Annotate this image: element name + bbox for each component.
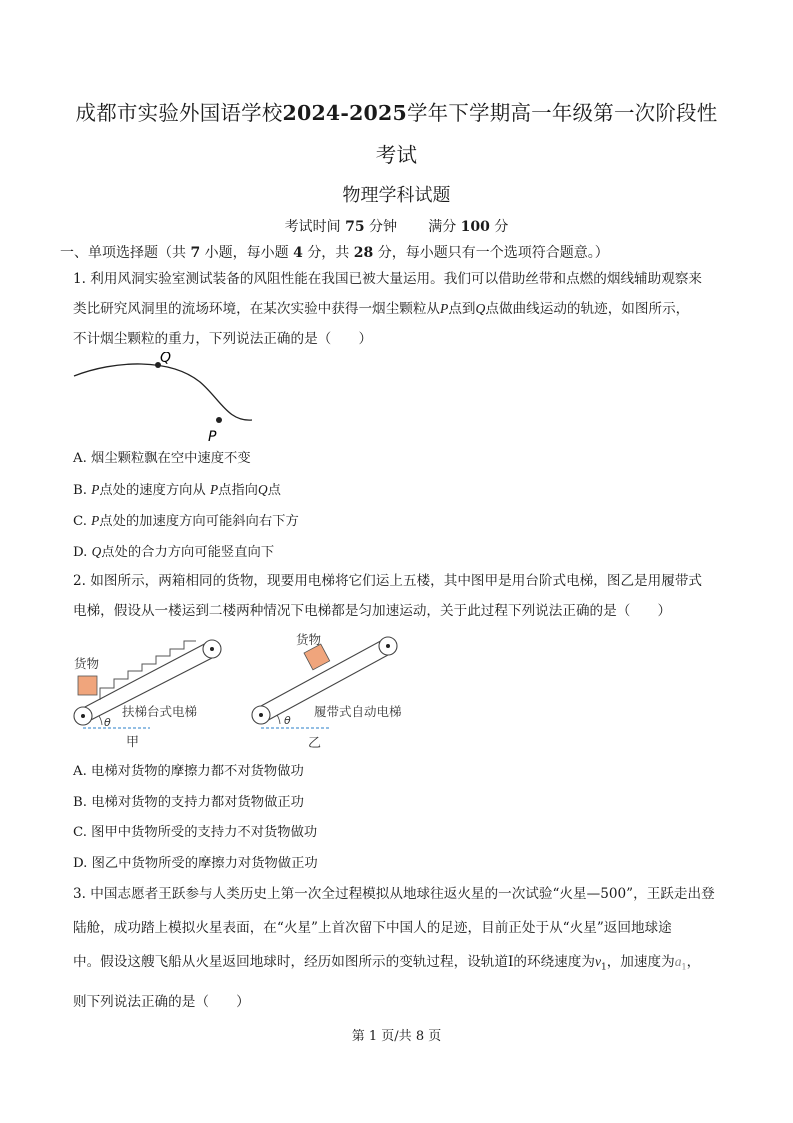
exam-title-line1	[0, 96, 793, 126]
cargo-box-a	[78, 676, 97, 695]
q3-line3c: ，加速度为	[606, 954, 675, 970]
q1-line2a: 类比研究风洞里的流场环境，在某次实验中获得一烟尘颗粒从	[73, 301, 441, 317]
q3-a1-sub: 1	[681, 962, 687, 972]
optb-mid: 点处的速度方向从	[99, 483, 206, 498]
caption-b: 乙	[308, 736, 322, 751]
title-post: 学年下学期高一年级第一次阶段性	[406, 101, 718, 125]
belt-top-b	[261, 637, 388, 706]
optd-end: 点处的合力方向可能竖直向下	[101, 545, 275, 560]
q1-line2b: 点到	[448, 301, 476, 317]
question-3-stem	[73, 877, 723, 1019]
q2-option-c[interactable]: C. 图甲中货物所受的支持力不对货物做功	[73, 825, 318, 840]
angle-arc-b	[277, 715, 280, 724]
angle-arc-a	[99, 716, 102, 725]
fig-label-q: Q	[160, 352, 172, 366]
section-count: 7	[190, 245, 201, 261]
q3-line3a: 中。假设这艘飞船从火星返回地球时，经历如图所示的变轨过程，设轨道	[73, 954, 508, 970]
score-label: 满分	[428, 219, 457, 235]
exam-info	[0, 216, 793, 236]
q2-line2: 电梯，假设从一楼运到二楼两种情况下电梯都是匀加速运动，关于此过程下列说法正确的是（ ）	[73, 603, 672, 619]
page-footer: 第 1 页/共 8 页	[351, 1029, 442, 1044]
section-each-score: 4	[293, 245, 303, 261]
q2-option-d[interactable]: D. 图乙中货物所受的摩擦力对货物做正功	[73, 856, 318, 871]
section-text-a: 一、单项选择题（共	[60, 245, 186, 261]
subject-title: 物理学科试题	[342, 185, 451, 206]
section-heading	[60, 242, 609, 262]
optc-end: 点处的加速度方向可能斜向右下方	[99, 514, 299, 529]
q1-trajectory-figure	[70, 352, 260, 444]
time-label: 考试时间	[284, 219, 341, 235]
optb-end: 点	[267, 483, 281, 498]
q1-point-q: Q	[475, 301, 486, 316]
q1-option-a[interactable]: A. 烟尘颗粒飘在空中速度不变	[73, 451, 251, 466]
q1-line3: 不计烟尘颗粒的重力，下列说法正确的是（ ）	[73, 331, 373, 347]
caption-a: 甲	[126, 735, 140, 750]
q3-line2: 陆舱，成功踏上模拟火星表面，在“火星”上首次留下中国人的足迹，目前正处于从“火星”返回地球途	[73, 920, 672, 936]
question-2-stem	[73, 566, 723, 626]
q3-line4: 则下列说法正确的是（ ）	[73, 993, 250, 1010]
title-pre: 成都市实验外国语学校	[75, 101, 283, 125]
cargo-label-a: 货物	[74, 656, 100, 671]
q3-a1: a	[674, 954, 682, 969]
q1-line1: 1. 利用风洞实验室测试装备的风阻性能在我国已被大量运用。我们可以借助丝带和点燃的烟线辅助观察来	[73, 271, 703, 287]
question-1-stem	[73, 264, 723, 354]
q3-v1-sub: 1	[600, 962, 607, 973]
q2-option-a[interactable]: A. 电梯对货物的摩擦力都不对货物做功	[73, 764, 304, 779]
escalator-label-a: 扶梯台式电梯	[122, 704, 198, 719]
section-text-b: 小题，每小题	[204, 245, 289, 261]
q3-line3b: 的环绕速度为	[513, 954, 595, 970]
trajectory-curve	[74, 364, 252, 420]
optb-q: Q	[257, 482, 268, 497]
optb-mid2: 点指向	[218, 483, 258, 498]
q2-option-b[interactable]: B. 电梯对货物的支持力都对货物做正功	[73, 795, 304, 810]
q1-option-d[interactable]	[73, 541, 274, 560]
q1-point-p: P	[440, 301, 449, 316]
theta-a: θ	[104, 716, 111, 729]
optd-prefix: D.	[73, 545, 88, 560]
section-text-d: 分，每小题只有一个选项符合题意。）	[377, 245, 609, 261]
q3-line3	[73, 945, 723, 985]
q3-orbit-label: I	[508, 954, 514, 970]
q2-line1: 2. 如图所示，两箱相同的货物，现要用电梯将它们运上五楼，其中图甲是用台阶式电梯，图乙是用履带式	[73, 573, 703, 589]
section-text-c: 分，共	[307, 245, 350, 261]
q1-line2	[73, 294, 723, 324]
optc-p: P	[91, 513, 100, 528]
escalator-label-b: 履带式自动电梯	[314, 704, 402, 719]
point-p-dot	[216, 417, 222, 423]
pulley-right-hub-b	[386, 644, 390, 648]
q1-option-b[interactable]	[73, 479, 281, 498]
q2-figure-escalator-b	[246, 624, 416, 754]
time-value: 75	[345, 219, 365, 235]
q3-line3d: ，	[686, 954, 701, 970]
theta-b: θ	[284, 714, 291, 727]
cargo-box-b	[304, 644, 330, 670]
q1-option-c[interactable]	[73, 510, 299, 529]
time-unit: 分钟	[369, 219, 398, 235]
title-year: 2024-2025	[282, 101, 407, 125]
q1-line2c: 点做曲线运动的轨迹，如图所示，	[485, 301, 690, 317]
pulley-left-hub-b	[259, 713, 263, 717]
optb-p2: P	[209, 482, 219, 497]
pulley-left-hub-a	[81, 714, 85, 718]
optc-prefix: C.	[73, 514, 87, 529]
score-unit: 分	[494, 219, 509, 235]
q2-figure-escalator-a	[68, 628, 228, 754]
section-total-score: 28	[353, 245, 374, 261]
belt-top-a	[83, 640, 212, 708]
optd-q: Q	[91, 544, 102, 559]
optb-p1: P	[91, 482, 100, 497]
cargo-box-b-group	[304, 644, 330, 670]
optb-prefix: B.	[73, 483, 87, 498]
q3-v1: v	[594, 954, 601, 969]
q3-line1: 3. 中国志愿者王跃参与人类历史上第一次全过程模拟从地球往返火星的一次试验“火星—500”，王跃走出登	[73, 886, 715, 902]
cargo-label-b: 货物	[296, 632, 322, 647]
pulley-right-hub-a	[210, 647, 214, 651]
exam-title-line2: 考试	[375, 143, 418, 167]
fig-label-p: P	[208, 429, 217, 444]
score-value: 100	[460, 219, 490, 235]
